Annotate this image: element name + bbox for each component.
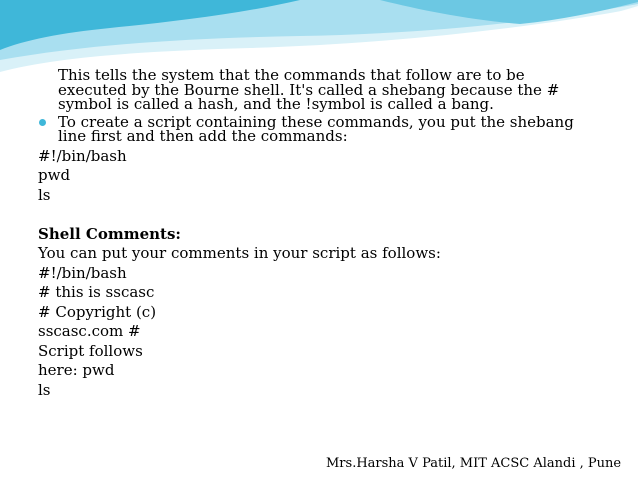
bullet-dot-icon	[39, 119, 46, 126]
code-line: ls	[38, 185, 51, 204]
code-line: #!/bin/bash	[38, 146, 127, 165]
code-line: Script follows	[38, 341, 143, 360]
code-line: # this is sscasc	[38, 283, 155, 301]
code-line: #!/bin/bash	[38, 263, 127, 282]
slide-body	[38, 68, 598, 400]
text-line: You can put your comments in your script as follows:	[38, 244, 441, 262]
code-line: sscasc.com #	[38, 322, 141, 340]
intro-paragraph: This tells the system that the commands that follow are to be executed by the Bourne shell. It's called a shebang because the # symbol is called a hash, and the !symbol is called a bang.	[58, 66, 560, 113]
code-line: # Copyright (c)	[38, 302, 157, 321]
code-line: ls	[38, 380, 51, 399]
bullet-item	[38, 112, 598, 145]
bullet-text: To create a script containing these commands, you put the shebang line first and then add the commands:	[58, 112, 574, 145]
code-line: here: pwd	[38, 361, 115, 379]
slide-footer: Mrs.Harsha V Patil, MIT ACSC Alandi , Pune	[326, 456, 622, 471]
code-line: pwd	[38, 166, 71, 184]
section-heading: Shell Comments:	[38, 224, 181, 243]
